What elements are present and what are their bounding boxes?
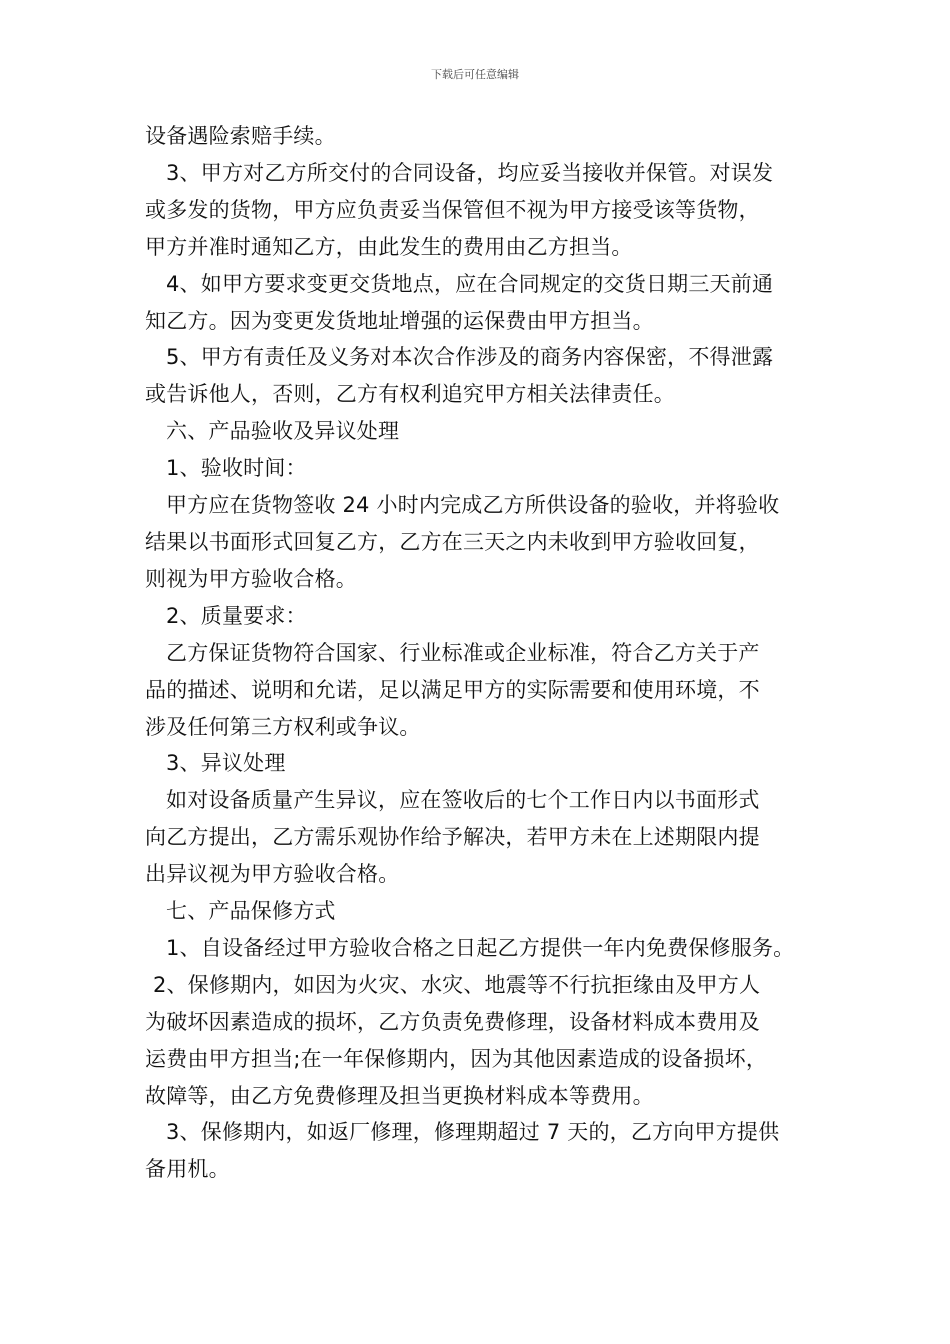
document-line: 涉及任何第三方权利或争议。 — [145, 714, 421, 739]
document-line: 或告诉他人，否则，乙方有权利追究甲方相关法律责任。 — [145, 382, 675, 407]
document-line: 向乙方提出，乙方需乐观协作给予解决，若甲方未在上述期限内提 — [145, 825, 760, 850]
page-header: 下载后可任意编辑 — [431, 68, 519, 81]
document-line: 故障等，由乙方免费修理及担当更换材料成本等费用。 — [145, 1083, 654, 1108]
document-line: 如对设备质量产生异议，应在签收后的七个工作日内以书面形式 — [166, 788, 760, 813]
document-line: 品的描述、说明和允诺，足以满足甲方的实际需要和使用环境，不 — [145, 677, 760, 702]
document-line: 乙方保证货物符合国家、行业标准或企业标准，符合乙方关于产 — [166, 640, 760, 665]
document-line: 运费由甲方担当;在一年保修期内，因为其他因素造成的设备损坏， — [145, 1046, 768, 1071]
document-line: 4、如甲方要求变更交货地点，应在合同规定的交货日期三天前通 — [166, 271, 774, 296]
document-line: 出异议视为甲方验收合格。 — [145, 862, 400, 887]
document-line: 3、异议处理 — [166, 751, 286, 776]
document-line: 为破坏因素造成的损坏，乙方负责免费修理，设备材料成本费用及 — [145, 1009, 760, 1034]
document-line: 5、甲方有责任及义务对本次合作涉及的商务内容保密，不得泄露 — [166, 345, 774, 370]
document-line: 或多发的货物，甲方应负责妥当保管但不视为甲方接受该等货物， — [145, 197, 760, 222]
document-line: 2、质量要求： — [166, 603, 307, 628]
document-line: 备用机。 — [145, 1157, 230, 1182]
document-line: 2、保修期内，如因为火灾、水灾、地震等不行抗拒缘由及甲方人 — [153, 972, 761, 997]
document-line: 3、甲方对乙方所交付的合同设备，均应妥当接收并保管。对误发 — [166, 160, 774, 185]
document-line: 甲方并准时通知乙方，由此发生的费用由乙方担当。 — [145, 234, 633, 259]
document-line: 知乙方。因为变更发货地址增强的运保费由甲方担当。 — [145, 308, 654, 333]
document-line: 六、产品验收及异议处理 — [166, 419, 400, 444]
document-line: 甲方应在货物签收 24 小时内完成乙方所供设备的验收，并将验收 — [166, 493, 780, 518]
document-line: 1、自设备经过甲方验收合格之日起乙方提供一年内免费保修服务。 — [166, 935, 795, 960]
document-line: 设备遇险索赔手续。 — [145, 124, 336, 148]
document-line: 结果以书面形式回复乙方，乙方在三天之内未收到甲方验收回复， — [145, 529, 760, 554]
document-line: 1、验收时间： — [166, 456, 307, 481]
document-line: 七、产品保修方式 — [166, 899, 336, 924]
document-line: 则视为甲方验收合格。 — [145, 566, 357, 591]
document-body — [145, 118, 815, 1188]
document-line: 3、保修期内，如返厂修理，修理期超过 7 天的，乙方向甲方提供 — [166, 1120, 780, 1145]
